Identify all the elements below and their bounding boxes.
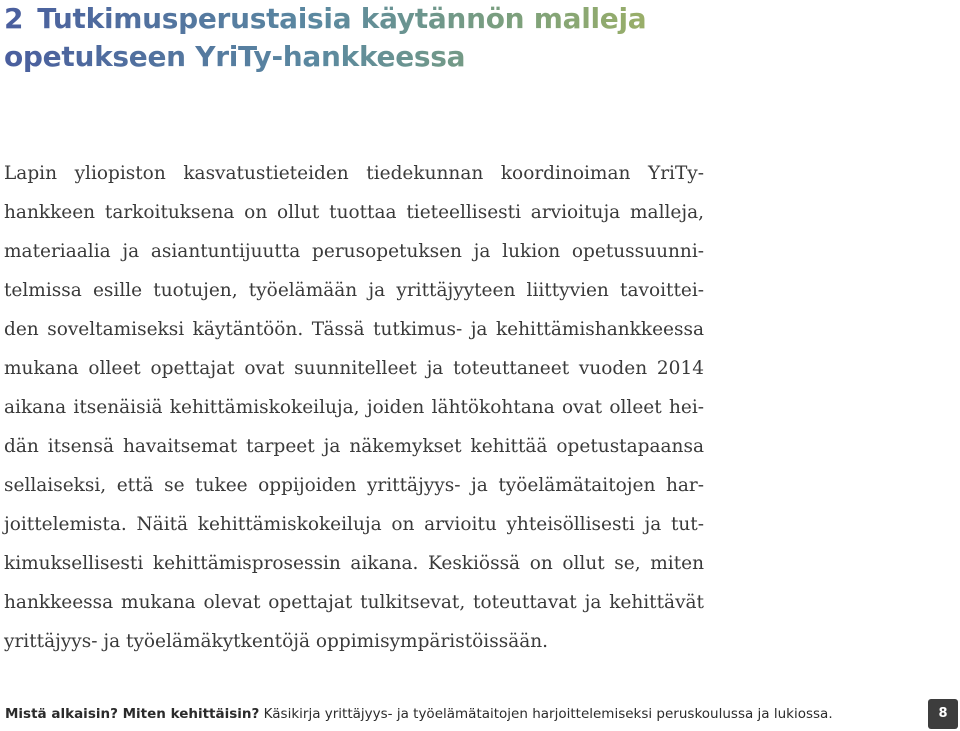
paragraph-line: yrittäjyys- ja työelämäkytkentöjä oppimisympäristöissään. bbox=[4, 631, 549, 652]
paragraph-line: materiaalia ja asiantuntijuutta perusopetuksen ja lukion opetussuunni- bbox=[4, 241, 704, 262]
chapter-number: 2 bbox=[4, 2, 24, 35]
paragraph-line: Lapin yliopiston kasvatustieteiden tiedekunnan koordinoiman YriTy- bbox=[4, 163, 704, 184]
paragraph-line: hankkeessa mukana olevat opettajat tulkitsevat, toteuttavat ja kehittävät bbox=[4, 592, 704, 613]
footer-book-title: Käsikirja yrittäjyys- ja työelämätaitojen harjoittelemiseksi peruskoulussa ja lukiossa. bbox=[259, 706, 833, 722]
paragraph-line: telmissa esille tuotujen, työelämään ja yrittäjyyteen liittyvien tavoittei- bbox=[4, 280, 704, 301]
body-paragraph bbox=[4, 154, 704, 661]
paragraph-line: aikana itsenäisiä kehittämiskokeiluja, joiden lähtökohtana ovat olleet hei- bbox=[4, 397, 704, 418]
chapter-title-line-2: opetukseen YriTy-hankkeessa bbox=[4, 40, 466, 73]
paragraph-line: hankkeen tarkoituksena on ollut tuottaa tieteellisesti arvioituja malleja, bbox=[4, 202, 704, 223]
page-number-badge: 8 bbox=[928, 699, 958, 729]
paragraph-line: mukana olleet opettajat ovat suunnitelleet ja toteuttaneet vuoden 2014 bbox=[4, 358, 704, 379]
footer-book-series: Mistä alkaisin? Miten kehittäisin? bbox=[5, 706, 260, 722]
chapter-title-line-1: Tutkimusperustaisia käytännön malleja bbox=[37, 2, 647, 35]
page-footer bbox=[5, 703, 833, 725]
paragraph-line: joittelemista. Näitä kehittämiskokeiluja on arvioitu yhteisöllisesti ja tut- bbox=[4, 514, 704, 535]
paragraph-line: den soveltamiseksi käytäntöön. Tässä tutkimus- ja kehittämishankkeessa bbox=[4, 319, 704, 340]
chapter-heading bbox=[4, 0, 704, 76]
paragraph-line: dän itsensä havaitsemat tarpeet ja näkemykset kehittää opetustapaansa bbox=[4, 436, 704, 457]
paragraph-line: sellaiseksi, että se tukee oppijoiden yrittäjyys- ja työelämätaitojen har- bbox=[4, 475, 704, 496]
paragraph-line: kimuksellisesti kehittämisprosessin aikana. Keskiössä on ollut se, miten bbox=[4, 553, 704, 574]
